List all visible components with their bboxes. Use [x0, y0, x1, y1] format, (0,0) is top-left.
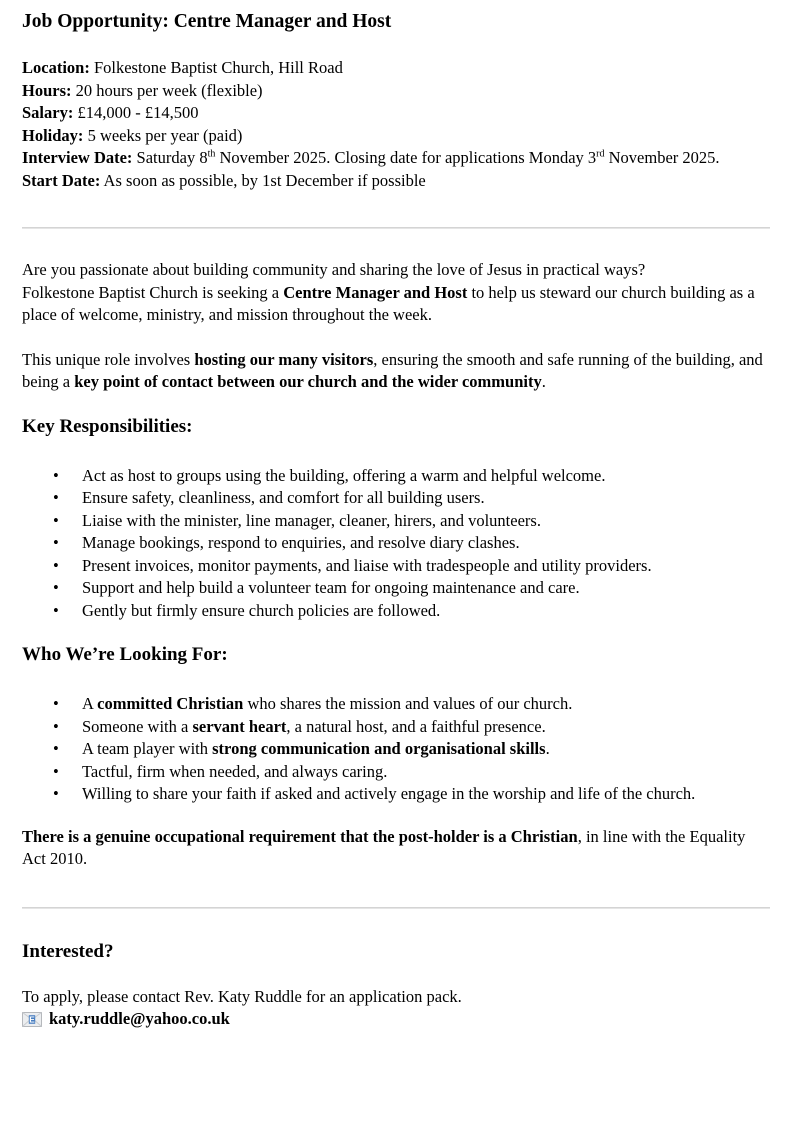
list-item: • Present invoices, monitor payments, and liaise with tradespeople and utility providers.	[22, 555, 770, 578]
detail-row-hours: Hours: 20 hours per week (flexible)	[22, 80, 263, 100]
section-divider-top	[22, 227, 770, 229]
section-divider-bottom	[22, 907, 770, 909]
intro-paragraph-2: Folkestone Baptist Church is seeking a Centre Manager and Host to help us steward our church building as a place of welcome, ministry, and mission throughout the week.	[22, 282, 755, 324]
list-item: • Liaise with the minister, line manager, cleaner, hirers, and volunteers.	[22, 510, 770, 533]
list-item: • A team player with strong communication and organisational skills.	[22, 738, 770, 761]
list-item: • Tactful, firm when needed, and always caring.	[22, 761, 770, 784]
email-address-link[interactable]: katy.ruddle@yahoo.co.uk	[49, 1009, 230, 1028]
heading-who-were-looking-for: Who We’re Looking For:	[22, 644, 228, 665]
contact-email-line	[22, 1008, 770, 1031]
svg-text:E: E	[29, 1015, 35, 1025]
list-item: • Manage bookings, respond to enquiries, and resolve diary clashes.	[22, 532, 770, 555]
detail-row-interview-date: Interview Date: Saturday 8th November 2025. Closing date for applications Monday 3rd November 2025.	[22, 148, 720, 167]
intro-paragraph-1: Are you passionate about building community and sharing the love of Jesus in practical ways?	[22, 260, 646, 279]
detail-row-salary: Salary: £14,000 - £14,500	[22, 103, 199, 122]
who-were-looking-for-list	[22, 693, 770, 806]
document-title: Job Opportunity: Centre Manager and Host	[22, 11, 392, 32]
detail-row-holiday: Holiday: 5 weeks per year (paid)	[22, 125, 243, 145]
list-item: • Support and help build a volunteer team for ongoing maintenance and care.	[22, 577, 770, 600]
apply-instructions: To apply, please contact Rev. Katy Ruddle for an application pack.	[22, 986, 462, 1006]
key-responsibilities-list	[22, 465, 770, 623]
list-item: • Ensure safety, cleanliness, and comfort for all building users.	[22, 487, 770, 510]
job-details	[22, 57, 770, 192]
heading-key-responsibilities: Key Responsibilities:	[22, 415, 193, 437]
list-item: • Willing to share your faith if asked and actively engage in the worship and life of the church.	[22, 783, 770, 806]
list-item: • Gently but firmly ensure church policies are followed.	[22, 600, 770, 623]
email-envelope-icon	[22, 1012, 42, 1027]
list-item: • Act as host to groups using the building, offering a warm and helpful welcome.	[22, 465, 770, 488]
list-item: • Someone with a servant heart, a natural host, and a faithful presence.	[22, 716, 770, 739]
detail-row-start-date: Start Date: As soon as possible, by 1st December if possible	[22, 170, 426, 190]
intro-section	[22, 259, 770, 394]
detail-row-location: Location: Folkestone Baptist Church, Hill Road	[22, 58, 343, 77]
heading-interested: Interested?	[22, 940, 114, 962]
occupational-requirement-statement: There is a genuine occupational requirement that the post-holder is a Christian, in line with the Equality Act 2010.	[22, 826, 746, 868]
intro-paragraph-3: This unique role involves hosting our many visitors, ensuring the smooth and safe running of the building, and being a key point of contact between our church and the wider community.	[22, 349, 763, 391]
list-item: • A committed Christian who shares the mission and values of our church.	[22, 693, 770, 716]
